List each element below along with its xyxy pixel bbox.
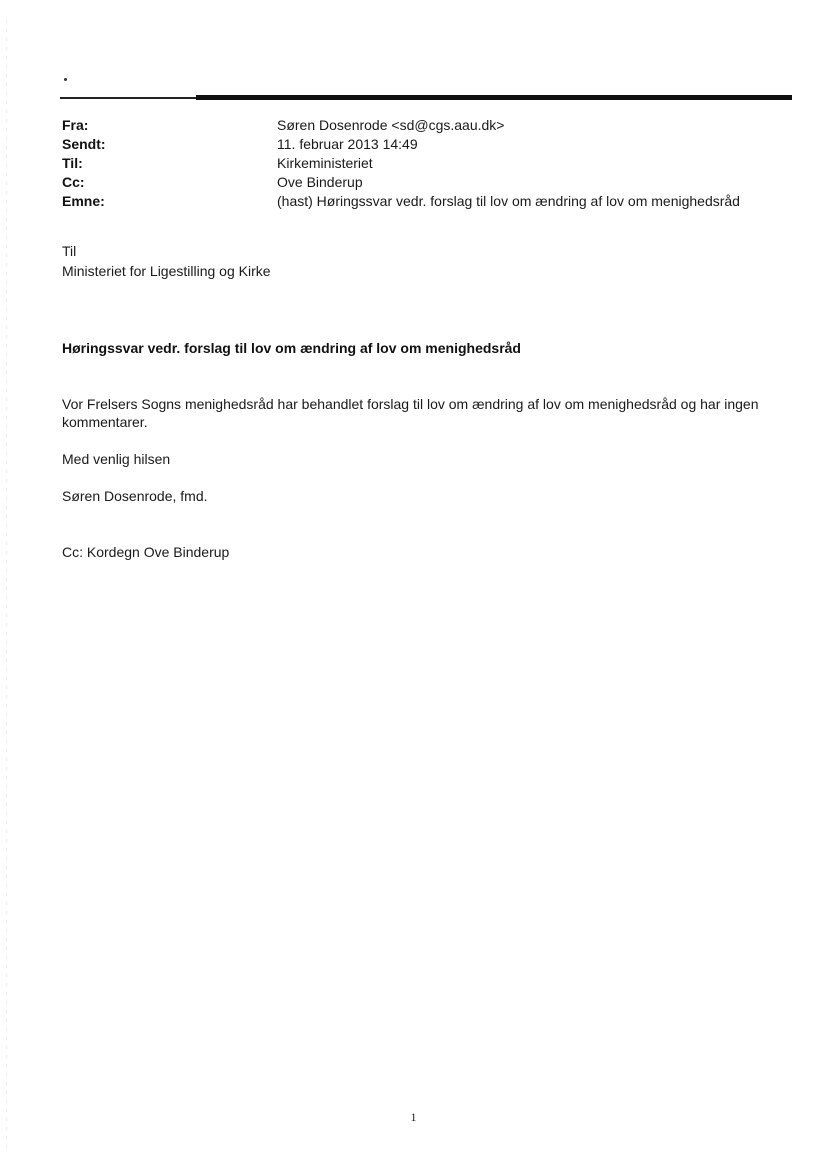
- email-header-block: [62, 116, 802, 211]
- header-rule-thin: [60, 97, 200, 99]
- letter-heading: Høringssvar vedr. forslag til lov om ændring af lov om menighedsråd: [62, 340, 521, 356]
- header-row-sent: [62, 135, 802, 154]
- scan-dot-artifact: [64, 78, 67, 81]
- to-label: Til:: [62, 155, 83, 171]
- header-row-to: [62, 154, 802, 173]
- from-label: Fra:: [62, 117, 89, 133]
- scan-edge-artifact: [6, 20, 7, 1150]
- paragraph-line-1: Vor Frelsers Sogns menighedsråd har behandlet forslag til lov om ændring af lov om menighedsråd og har ingen: [62, 396, 759, 412]
- page-number: 1: [410, 1110, 417, 1124]
- closing-line: Med venlig hilsen: [62, 451, 171, 467]
- sent-label: Sendt:: [62, 136, 106, 152]
- header-row-cc: [62, 173, 802, 192]
- recipient-line-2: Ministeriet for Ligestilling og Kirke: [62, 263, 271, 279]
- header-rule-thick: [196, 95, 792, 100]
- cc-value: Ove Binderup: [277, 174, 363, 190]
- paragraph-line-2: kommentarer.: [62, 414, 148, 430]
- header-row-from: [62, 116, 802, 135]
- cc-label: Cc:: [62, 174, 85, 190]
- recipient-line-1: Til: [62, 243, 77, 259]
- from-value: Søren Dosenrode <sd@cgs.aau.dk>: [277, 117, 505, 133]
- header-row-subject: [62, 192, 802, 211]
- subject-label: Emne:: [62, 193, 105, 209]
- sent-value: 11. februar 2013 14:49: [277, 136, 418, 152]
- subject-value: (hast) Høringssvar vedr. forslag til lov om ændring af lov om menighedsråd: [277, 193, 740, 209]
- to-value: Kirkeministeriet: [277, 155, 373, 171]
- cc-line: Cc: Kordegn Ove Binderup: [62, 544, 230, 560]
- signature-line: Søren Dosenrode, fmd.: [62, 488, 208, 504]
